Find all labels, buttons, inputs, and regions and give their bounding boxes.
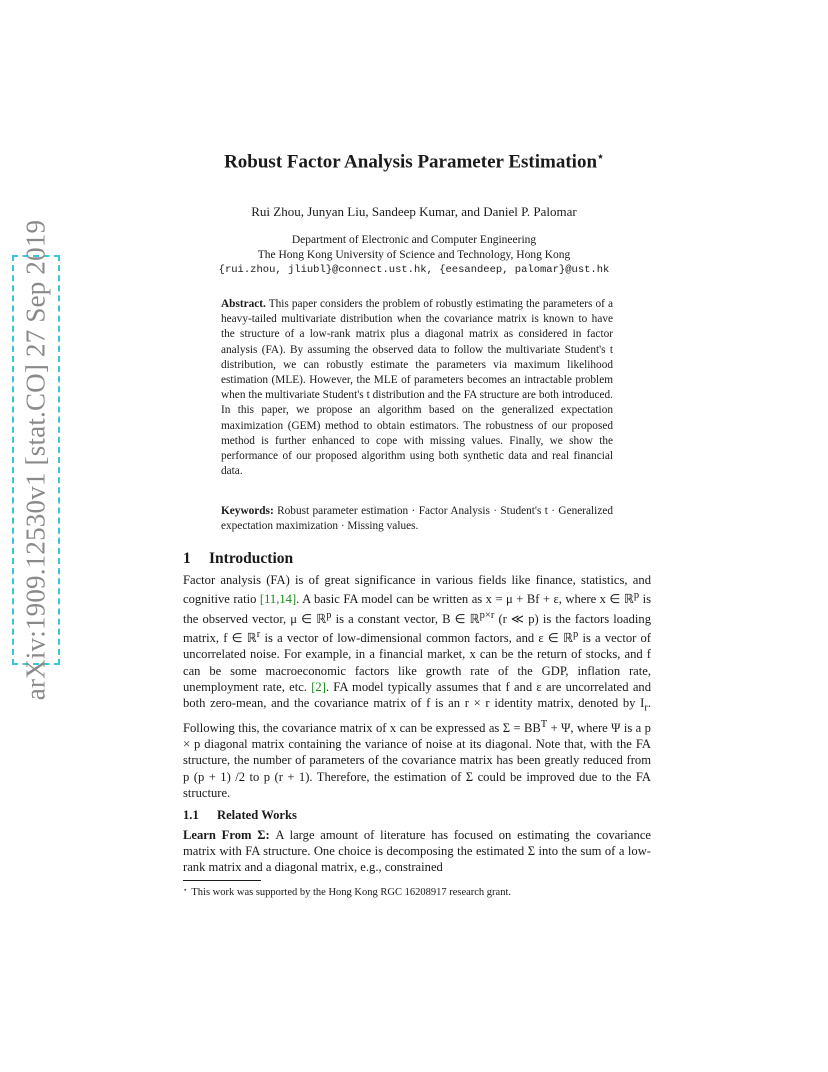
superscript: T [540, 718, 548, 730]
introduction-paragraph [183, 572, 651, 801]
intro-text: is a vector of low-dimensional common factors, and ε ∈ ℝ [260, 631, 573, 646]
keywords-label: Keywords: [221, 505, 274, 517]
abstract [221, 297, 613, 479]
related-works-paragraph [183, 827, 651, 876]
citation-link[interactable]: [2] [311, 679, 326, 694]
affiliation-emails: {rui.zhou, jliubl}@connect.ust.hk, {eesandeep, palomar}@ust.hk [218, 264, 610, 276]
intro-text: + Ψ, where Ψ is a p × p diagonal matrix containing the variance of noise at its diagonal. Note that, with the FA structure, the number of parameters of the covariance matrix has been greatly reduced from p (p + 1) /2 to p (r + 1). Therefore, the estimation of Σ could be improved due to the FA structure. [183, 720, 651, 800]
intro-text: . A basic FA model can be written as x = μ + Bf + ε, where x ∈ ℝ [296, 592, 634, 607]
footnote [183, 886, 511, 898]
affiliation-block [0, 233, 828, 278]
citation-link[interactable]: [11,14] [259, 592, 297, 607]
keywords [221, 504, 613, 534]
arxiv-stamp [12, 219, 60, 701]
superscript: p [573, 628, 579, 640]
superscript: p [633, 590, 640, 602]
subsection-number: 1.1 [183, 808, 199, 822]
footnote-text: This work was supported by the Hong Kong RGC 16208917 research grant. [191, 887, 512, 898]
intro-text: . FA model typically assumes that f and ε are uncorrelated and both zero-mean, and the covariance matrix of f is an r × r identity matrix, denoted by I [183, 679, 651, 710]
subsection-title: Related Works [217, 808, 297, 822]
intro-text: is the observed vector, μ ∈ ℝ [183, 592, 651, 626]
intro-text: Factor analysis (FA) is of great significance in various fields like finance, statistics, and cognitive ratio [183, 573, 651, 607]
section-number: 1 [183, 550, 191, 567]
abstract-label: Abstract. [221, 298, 266, 310]
related-works-text: A large amount of literature has focused on estimating the covariance matrix with FA structure. One choice is decomposing the estimated Σ into the sum of a low-rank matrix and a diagonal matrix, e.g., constrained [183, 828, 651, 875]
superscript: p×r [479, 609, 495, 621]
superscript: r [256, 628, 261, 640]
footnote-divider [183, 880, 261, 881]
superscript: p [326, 609, 332, 621]
intro-text: . Following this, the covariance matrix of x can be expressed as Σ = BB [183, 695, 651, 735]
abstract-text: This paper considers the problem of robustly estimating the parameters of a heavy-tailed multivariate distribution when the covariance matrix is known to have the structure of a low-rank matrix plus a diagonal matrix as considered in factor analysis (FA). By assuming the observed data to follow the multivariate Student's t distribution, we can robustly estimate the parameters via maximum likelihood estimation (MLE). However, the MLE of parameters becomes an intractable problem when the multivariate Student's t distribution and the FA structure are both introduced. In this paper, we propose an algorithm based on the generalized expectation maximization (GEM) method to obtain estimators. The robustness of our proposed method is further enhanced to cope with missing values. Finally, we show the performance of our proposed algorithm using both synthetic data and real financial data. [221, 298, 613, 478]
title-footnote-mark: ⋆ [597, 151, 604, 163]
keywords-text: Robust parameter estimation · Factor Analysis · Student's t · Generalized expectation maximization · Missing values. [221, 505, 613, 533]
intro-text: is a constant vector, B ∈ ℝ [331, 611, 480, 626]
intro-text: (r ≪ p) is the factors loading matrix, f ∈ ℝ [183, 611, 651, 646]
affiliation-university: The Hong Kong University of Science and Technology, Hong Kong [257, 249, 571, 261]
title-text: Robust Factor Analysis Parameter Estimation [224, 151, 598, 173]
intro-text: is a vector of uncorrelated noise. For example, in a financial market, x can be the return of stocks, and f can be some macroeconomic factors like growth rate of the GDP, inflation rate, unemployment rate, etc. [183, 631, 652, 694]
section-title: Introduction [209, 550, 294, 567]
subscript: r [644, 702, 648, 714]
paper-title [0, 150, 828, 173]
subsection-heading-related-works [183, 808, 297, 823]
author-list: Rui Zhou, Junyan Liu, Sandeep Kumar, and Daniel P. Palomar [251, 204, 577, 219]
section-heading-introduction [183, 550, 293, 568]
paragraph-lead-label: Learn From Σ: [183, 828, 270, 842]
footnote-mark: ⋆ [183, 886, 188, 894]
affiliation-department: Department of Electronic and Computer Engineering [291, 234, 537, 246]
arxiv-identifier: arXiv:1909.12530v1 [stat.CO] 27 Sep 2019 [20, 219, 51, 701]
